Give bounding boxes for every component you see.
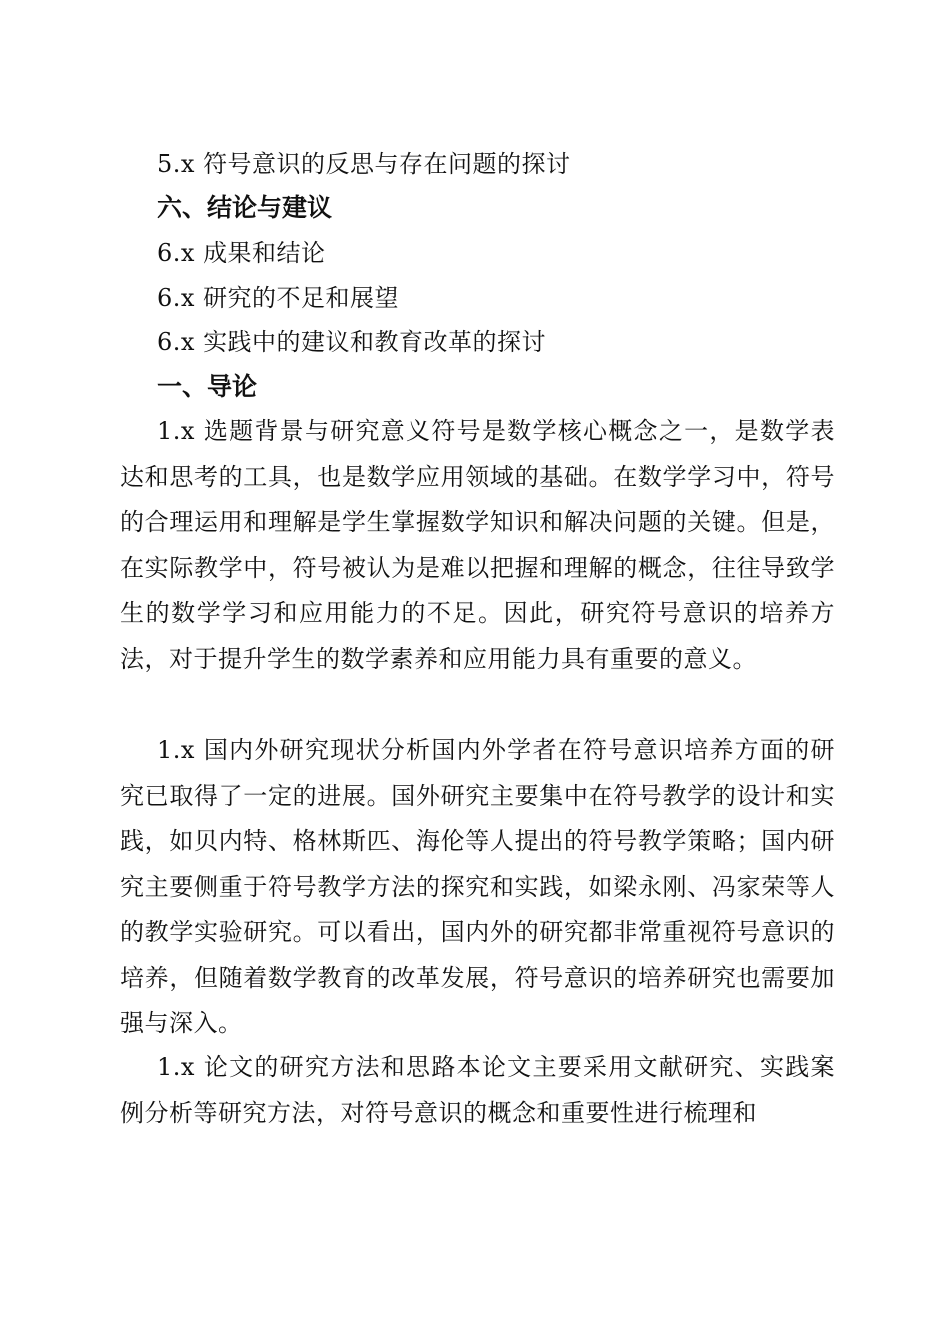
outline-item-5x: 5.x 符号意识的反思与存在问题的探讨 bbox=[157, 150, 571, 178]
outline-item-6x-limitations: 6.x 研究的不足和展望 bbox=[157, 284, 400, 312]
section-heading-6: 六、结论与建议 bbox=[157, 193, 333, 222]
outline-item-6x-suggestions: 6.x 实践中的建议和教育改革的探讨 bbox=[157, 328, 547, 356]
paragraph-background: 1.x 选题背景与研究意义符号是数学核心概念之一，是数学表达和思考的工具，也是数学应用领域的基础。在数学学习中，符号的合理运用和理解是学生掌握数学知识和解决问题的关键。但是，在实际教学中，符号被认为是难以把握和理解的概念，往往导致学生的数学学习和应用能力的不足。因此，研究符号意识的培养方法，对于提升学生的数学素养和应用能力具有重要的意义。 bbox=[120, 417, 835, 673]
paragraph-methods: 1.x 论文的研究方法和思路本论文主要采用文献研究、实践案例分析等研究方法，对符号意识的概念和重要性进行梳理和 bbox=[120, 1053, 835, 1127]
paragraph-research-status: 1.x 国内外研究现状分析国内外学者在符号意识培养方面的研究已取得了一定的进展。国外研究主要集中在符号教学的设计和实践，如贝内特、格林斯匹、海伦等人提出的符号教学策略；国内研究主要侧重于符号教学方法的探究和实践，如梁永刚、冯家荣等人的教学实验研究。可以看出，国内外的研究都非常重视符号意识的培养，但随着数学教育的改革发展，符号意识的培养研究也需要加强与深入。 bbox=[120, 736, 835, 1037]
section-heading-1: 一、导论 bbox=[157, 372, 258, 401]
outline-item-6x-results: 6.x 成果和结论 bbox=[157, 239, 326, 267]
